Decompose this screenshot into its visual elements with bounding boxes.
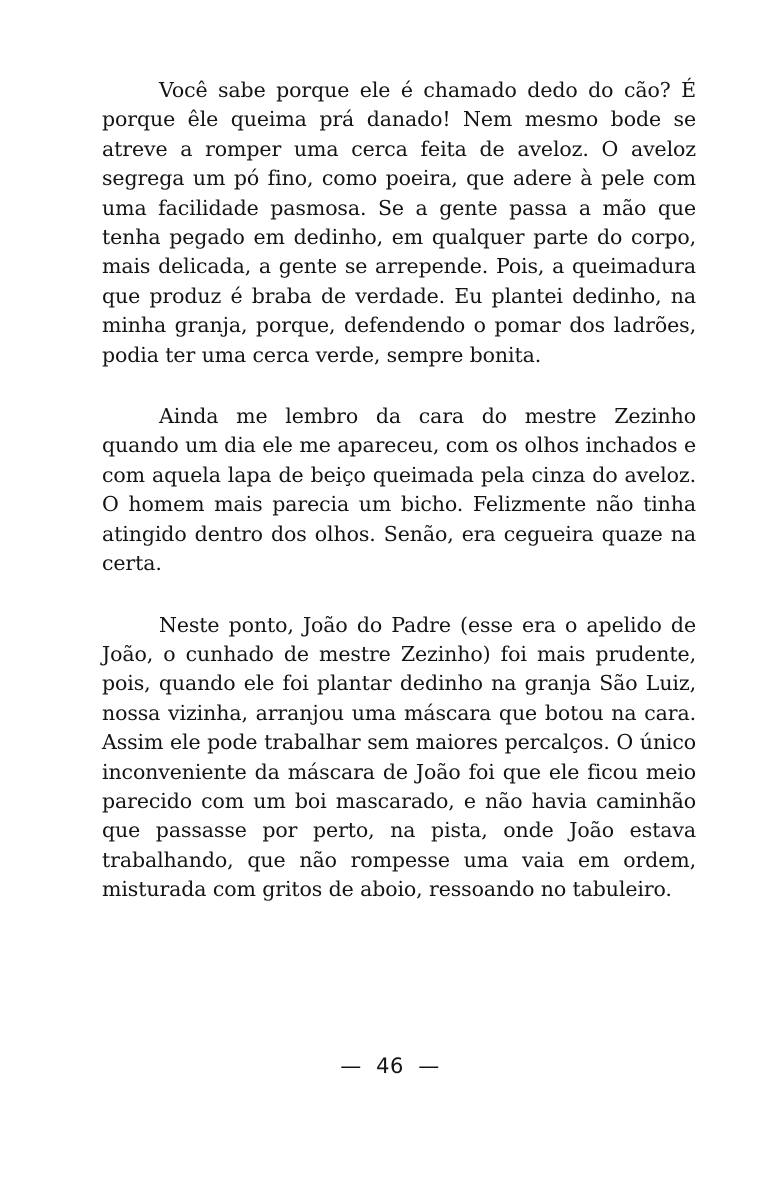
page-body <box>102 76 696 905</box>
paragraph-1: Você sabe porque ele é chamado dedo do cão? É porque êle queima prá danado! Nem mesmo bode se atreve a romper uma cerca feita de aveloz. O aveloz segrega um pó fino, como poeira, que adere à pele com uma facilidade pasmosa. Se a gente passa a mão que tenha pegado em dedinho, em qualquer parte do corpo, mais delicada, a gente se arrepende. Pois, a queimadura que produz é braba de verdade. Eu plantei dedinho, na minha granja, porque, defendendo o pomar dos ladrões, podia ter uma cerca verde, sempre bonita. <box>102 78 696 367</box>
page-number: — 46 — <box>340 1054 440 1078</box>
paragraph-2: Ainda me lembro da cara do mestre Zezinho quando um dia ele me apareceu, com os olhos inchados e com aquela lapa de beiço queimada pela cinza do aveloz. O homem mais parecia um bicho. Felizmente não tinha atingido dentro dos olhos. Senão, era cegueira quaze na certa. <box>102 404 696 576</box>
paragraph-3: Neste ponto, João do Padre (esse era o apelido de João, o cunhado de mestre Zezinho) foi mais prudente, pois, quando ele foi plantar dedinho na granja São Luiz, nossa vizinha, arranjou uma máscara que botou na cara. Assim ele pode trabalhar sem maiores percalços. O único inconveniente da máscara de João foi que ele ficou meio parecido com um boi mascarado, e não havia caminhão que passasse por perto, na pista, onde João estava trabalhando, que não rompesse uma vaia em ordem, misturada com gritos de aboio, ressoando no tabuleiro. <box>102 612 696 902</box>
